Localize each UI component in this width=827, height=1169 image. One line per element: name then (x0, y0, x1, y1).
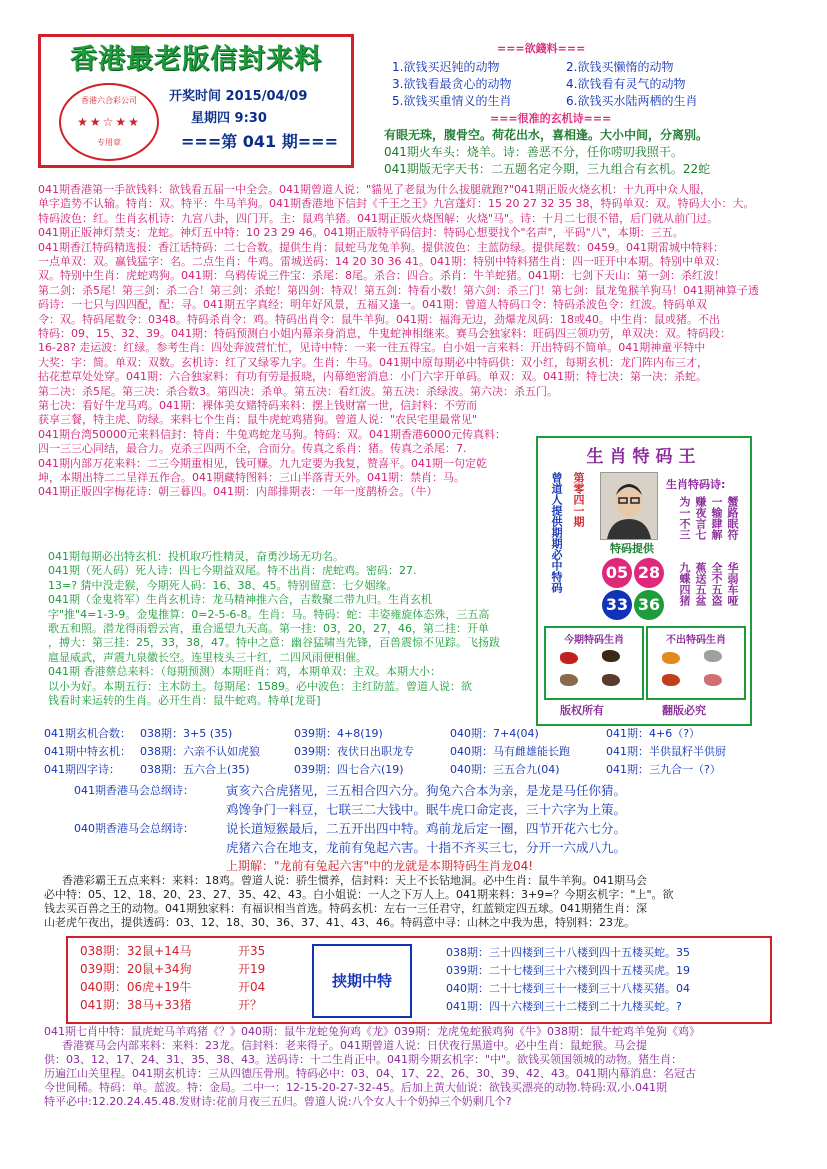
panel-title: 生肖特码王 (586, 447, 702, 467)
history-cell: 040期：7+4(04) (450, 727, 539, 740)
bully-line: 香港彩霸王五点来料：来料：18鸡。曾道人说：骄生惯养，信封料：天上不长钻地洞。必中生肖：鼠牛羊狗。041期马会 (62, 874, 647, 887)
header-box (38, 34, 354, 168)
history-cell: 038期：六亲不认如虎狼 (140, 745, 260, 758)
rooster-icon (662, 674, 680, 686)
footer-line: 041期七肖中特：鼠虎蛇马羊鸡猪《？》040期：鼠牛龙蛇兔狗鸡《龙》039期：龙虎兔蛇猴鸡狗《牛》038期：鼠牛蛇鸡羊兔狗《鸡》 (44, 1025, 700, 1038)
footer-line: 特平必中:12.20.24.45.48.发财诗:花前月夜三五归。曾道人说:八个女人十个奶掉三个奶剩几个? (44, 1095, 512, 1108)
this-issue-zodiac-box (544, 626, 644, 700)
main-line: 大奖：字：简。单双：双数。玄机诗：红了又绿零九字。生肖：牛马。041期中原每期必中特码供：双小红，每期玄机：龙门阵内布三才， (38, 355, 708, 369)
pig-icon (704, 674, 722, 686)
green-text-block (48, 550, 532, 708)
special-number: 05 (602, 558, 632, 588)
money-item-1: 1.欲钱买迟钝的动物 (392, 60, 500, 74)
bully-line: 必中特：05、12、18、20、23、27、35、42、43。白小姐说：一人之下万人上。041期来料：3+9=？今期玄机字："上"。欲 (44, 888, 674, 901)
main-line: 第二剑：杀5尾！第三剑：杀二合！第三剑：杀蛇！第四剑：特双！第五剑：特看小数！第六剑：杀三门！第七剑：鼠龙兔猴羊狗马！041期神算子透 (38, 283, 759, 297)
history-cell: 040期：三五合九(04) (450, 763, 560, 776)
money-item-5: 5.欲钱买重情义的生肖 (392, 94, 512, 108)
main-line: 双。特别中生肖：虎蛇鸡狗。041期：乌鸦传说三件宝：杀尾：8尾。杀合：四合。杀肖：牛羊蛇猪。041期：七剑下天山：第一剑：杀红波！ (38, 269, 725, 283)
mystic-poem: 有眼无珠，腹骨空。荷花出水，喜相逢。大小中间，分离别。 (384, 128, 709, 142)
company-seal (59, 83, 159, 161)
main-line: 一点单双：双。赢钱猛字：名。二点生肖：牛鸡。雷城送码：14 20 30 36 41。041期：特别中特料猪生肖：四一旺开中本期。特别中单双： (38, 255, 726, 269)
poem-line: 说长道短猴最后，二五开出四中特。鸡前龙后定一圈，四节开花六七分。 (226, 821, 627, 836)
provide-label: 特码提供 (610, 542, 654, 555)
this-issue-label: 今期特码生肖 (564, 635, 624, 646)
main-line: 坤，本期出特二二呈祥五作合。041期藏特图料：三山半落青天外。041期：禁肖：马。 (38, 471, 465, 485)
history-cell: 041期玄机合数： (44, 727, 131, 740)
footer-line: 香港赛马会内部来料：来料：23龙。信封料：老来得子。041期曾道人说：日伏夜行黑道中。必中生肖：鼠蛇猴。马会提 (62, 1039, 647, 1052)
seal-stars: ★★☆★★ (77, 115, 141, 129)
main-text-block-narrow (38, 399, 532, 500)
green-line: 歌五和照。潜龙得雨碧云宵，重合遥望九天高。第一挂：03，20，27，46，第二挂：开单 (48, 622, 489, 636)
floor-row: 038期：三十四楼到三十八楼到四十五楼买蛇。35 (446, 946, 690, 959)
panel-vertical-text: 曾道人提供期期必中特码 (550, 472, 563, 593)
page-title: 香港最老版信封来料 (70, 44, 322, 75)
special-number: 36 (634, 590, 664, 620)
rat-icon (602, 650, 620, 662)
main-line: 获享三餐，特主虎、防绿。来料七个生肖：鼠牛虎蛇鸡猪狗。曾道人说："农民宅里最常见" (38, 413, 478, 427)
poem-col: 全不五盗 (710, 562, 723, 606)
main-line: 特码：09、15、32、39。041期：特码预测白小姐内幕亲身消息，牛鬼蛇神相继来。赛马会独家料：旺码四三领功劳，单双决：双。特码段： (38, 327, 731, 341)
pinch-open: 开35 (238, 944, 266, 958)
main-line: 041期正版神灯禁支：龙蛇。神灯五中特：10 23 29 46。041期正版特平码信封：特码心想要找个"名声"，平码"八"，本期：三五。 (38, 226, 684, 240)
green-line: 字"推"4=1-3-9。金鬼推算：0=2-5-6-8。生肖：马。特码：蛇：丰姿雍旋体态殊，三五高 (48, 607, 490, 621)
pinch-open: 开04 (238, 980, 266, 994)
history-cell: 039期：4+8(19) (294, 727, 383, 740)
money-item-2: 2.欲钱买懒惰的动物 (566, 60, 674, 74)
green-line: 扈显威武，声震九泉徽长空。连里枝头三十红，二四风雨便相催。 (48, 650, 367, 664)
green-line: 041期（金鬼将军）生肖玄机诗：龙马精神推六合，吉数聚二带九归。生肖玄机 (48, 593, 432, 607)
seal-bottom-text: 专用章 (97, 138, 121, 147)
not-issue-zodiac-box (646, 626, 746, 700)
main-line: 041期正版四字梅花诗：朝三暮四。041期：内部排期表：一年一度鹊桥会。（牛） (38, 485, 438, 499)
pinch-row: 041期：38马+33猪 (80, 998, 192, 1012)
bully-text-block (44, 874, 774, 930)
history-cell: 039期：夜伏日出职龙专 (294, 745, 414, 758)
rabbit-icon (560, 674, 578, 686)
main-line: 041期香江特码精选报：香江话特码：二七合数。提供生肖：鼠蛇马龙兔羊狗。提供波色：主蓝防绿。提供尾数：0459。041期雷城中特料： (38, 240, 724, 254)
bully-line: 钱去买百兽之王的动物。041期独家料：有福识相当首选。特码玄机：左右一三任君守，红蓝锁定四五球。041期猪生肖：深 (44, 902, 647, 915)
history-cell: 041期四字诗： (44, 763, 120, 776)
issue-number: ===第 041 期=== (181, 132, 338, 151)
special-number: 33 (602, 590, 632, 620)
green-line: 041期每期必出特玄机：投机取巧性精灵，奋勇沙场无功名。 (48, 550, 344, 563)
footer-text-block (44, 1025, 784, 1109)
main-line: 041期内部万花来料：二三今期重相见，钱可赚。九九定要为我复，赞喜平。041期一句定乾 (38, 456, 487, 470)
main-line: 码诗：一七只与四四配，配：寻。041期五字真经：明年好风景，五福又逢一。041期：曾道人特码口令：特码杀波色令：红波。特码单双 (38, 298, 707, 312)
mystic-title: ===很准的玄机诗=== (490, 112, 612, 125)
zodiac-king-panel (536, 436, 752, 726)
open-time: 开奖时间 2015/04/09 (169, 89, 308, 104)
green-line: 041期（死人码）死人诗：四七今期益双尾。特不出肖：虎蛇鸡。密码：27. (48, 564, 417, 578)
copyright-label: 版权所有 (560, 704, 604, 717)
train-head: 041期火车头：烧羊。诗：善恶不分，任你唠叨我照干。 (384, 145, 683, 159)
poem-col: 为一不三 (678, 496, 691, 540)
dog-icon (602, 674, 620, 686)
poem-explain: 上期解："龙前有兔起六害"中的龙就是本期特码生肖龙04! (226, 859, 534, 873)
main-line: 特码波色：红。生肖玄机诗：九宫八卦，四门开。主：鼠鸡羊猪。041期正版火烧图解：火烧"马"。诗：十月二七很不错，后门就从前门过。 (38, 211, 719, 225)
poem-col: 蕉送五盆 (694, 562, 707, 606)
weekday-time: 星期四 9:30 (191, 111, 267, 126)
green-line: 以小为好。本期五行：主木防土。每期尾：1589。必中波色：主红防蓝。曾道人说：欲 (48, 679, 472, 693)
seal-top-text: 香港六合彩公司 (81, 96, 137, 105)
pinch-row: 039期：20鼠+34狗 (80, 962, 192, 976)
monkey-icon (662, 652, 680, 664)
money-item-3: 3.欲钱看最贪心的动物 (392, 77, 512, 91)
main-line: 第七决：看好牛龙马鸡。041期：裸体美女赌特码来料：摆上钱财富一世，信封料：不劳而 (38, 399, 477, 412)
money-title: ===欲錢料=== (497, 42, 586, 55)
portrait-photo (600, 472, 658, 540)
sheep-icon (704, 650, 722, 662)
green-line: 13=? 猜中没走猴，今期死人码：16、38、45。特别留意：七夕姻缘。 (48, 578, 398, 592)
not-issue-label: 不出特码生肖 (666, 635, 726, 646)
poem-col: 赚夜言七 (694, 496, 707, 540)
green-line: 钱看时来运转的生肖。必开生肖：鼠牛蛇鸡。特单[龙哥] (48, 694, 321, 708)
footer-line: 今世间稀。特码：单。蓝波。特：金局。二中一：12-15-20-27-32-45。后加上黄大仙说：欲钱买漂亮的动物.特码:双,小.041期 (44, 1081, 668, 1094)
poem-col: 九蝶四猪 (678, 562, 691, 606)
main-line: 令：双。特码尾数令：0348。特码杀肖令：鸡。特码出肖令：鼠牛羊狗。041期：福海无边，劲爆龙凤码：18或40。中生肖：鼠或猪。不出 (38, 312, 720, 326)
money-item-6: 6.欲钱买水陆两栖的生肖 (566, 94, 698, 108)
floor-row: 039期：二十七楼到三十六楼到四十五楼买虎。19 (446, 964, 690, 977)
poem-label: 040期香港马会总纲诗： (74, 822, 194, 835)
history-cell: 041期：三九合一（?） (606, 763, 721, 776)
pinch-open: 开19 (238, 962, 266, 976)
pinch-special-box (66, 936, 772, 1024)
footer-line: 历遍江山关里程。041期玄机诗：三从四德压骨刑。特码必中：03、04、17、22、26、30、39、42、43。041期内幕消息：名冠古 (44, 1067, 696, 1080)
main-line: 16-28? 走运波：红绿。参考生肖：四处奔波营忙忙，见诗中特：一来一往五得宝。白小姐一言来料：开出特码不简单。041期神童平特中 (38, 341, 706, 355)
main-line: 四一三三心同结，最合力。克杀三四两不全，合而分。传真之系肖：猪。传真之杀尾：7. (38, 442, 467, 456)
floor-row: 040期：二十七楼到三十一楼到三十八楼买猪。04 (446, 982, 690, 995)
poem-title: 生肖特码诗: (666, 478, 726, 491)
panel-issue-vertical: 第零四一期 (572, 472, 585, 527)
poem-col: 华弱车哑 (726, 562, 739, 606)
footer-line: 供：03、12、17、24、31、35、38、43。送码诗：十二生肖正中。041期今期玄机字："中"。欲钱买领国领城的动物。猪生肖： (44, 1053, 683, 1066)
main-line: 第二决：杀5尾。第三决：杀合数3。第四决：杀单。第五决：看红波。第五决：杀绿波。第六决：杀五门。 (38, 384, 558, 398)
main-line: 041期台湾50000元来料信封：特肖：牛兔鸡蛇龙马狗。特码：双。041期香港6000元传真料： (38, 427, 506, 441)
no-text-book: 041期版无字天书：二五题名定今期，三九组合有玄机。22蛇 (384, 162, 711, 176)
history-cell: 041期中特玄机： (44, 745, 131, 758)
main-line: 单字造势不认输。特肖：双。特平：牛马羊狗。041期香港地下信封《千王之王》九宫蓬灯：15 20 27 32 35 38，特码单双：双。特码大小：大。 (38, 197, 755, 211)
piracy-label: 翻版必究 (662, 704, 706, 717)
pinch-open: 开？ (238, 998, 263, 1012)
money-item-4: 4.欲钱看有灵气的动物 (566, 77, 686, 91)
green-line: 041期 香港蔡总来料：（每期预测）本期旺肖：鸡，本期单双：主双。本期大小： (48, 665, 441, 679)
pinch-center-label: 挟期中特 (312, 944, 412, 1018)
history-cell: 038期：3+5 (35) (140, 727, 233, 740)
poem-col: 蟹路眠符 (726, 496, 739, 540)
poem-line: 鸡馋争门一料豆，七联三二大钱中。眠牛虎口命定丧，三十六字为上策。 (226, 802, 627, 817)
main-line: 拈花惹草处处穿。041期：六合独家料：有功有劳是报晓，内幕绝密消息：小门六字开单码。单双：双。041期：特七决：第一决：杀蛇。 (38, 370, 707, 384)
poem-col: 一输肆解 (710, 496, 723, 540)
history-cell: 039期：四七合六(19) (294, 763, 404, 776)
poem-label: 041期香港马会总纲诗： (74, 784, 194, 797)
floor-row: 041期：四十六楼到三十二楼到二十九楼买蛇。? (446, 1000, 682, 1013)
poem-line: 寅亥六合虎猪见，三五相合四六分。狗兔六合本为亲，是龙是马任你猜。 (226, 783, 627, 798)
main-line: 041期香港第一手欲钱料：欲钱看五届一中全会。041期曾道人说："貓见了老鼠为什么拔腿就跑?"041期正版火烧玄机：十九再中众人服， (38, 183, 711, 196)
history-cell: 040期：马有雌雄能长跑 (450, 745, 570, 758)
pinch-row: 040期：06虎+19牛 (80, 980, 192, 994)
green-line: ，搏大：第三挂：25，33，38，47。特中之意：幽谷猛啸当先锋，百兽震惊不见踪。飞扬跋 (48, 636, 500, 650)
special-number: 28 (634, 558, 664, 588)
pinch-row: 038期：32鼠+14马 (80, 944, 192, 958)
bully-line: 山老虎午夜出，提供透码：03、12、18、30、36、37、41、43、46。特码意中寻：山林之中我为患，特别料：23龙。 (44, 916, 635, 929)
poem-line: 虎猪六合在地支，龙前有兔起六害。十指不齐买三七，分开一六成八九。 (226, 840, 627, 855)
history-cell: 041期：4+6（?） (606, 727, 701, 740)
tiger-icon (560, 652, 578, 664)
history-cell: 041期：半供鼠籽半供厨 (606, 745, 726, 758)
history-cell: 038期：五六合上(35) (140, 763, 250, 776)
main-text-block (38, 183, 786, 399)
